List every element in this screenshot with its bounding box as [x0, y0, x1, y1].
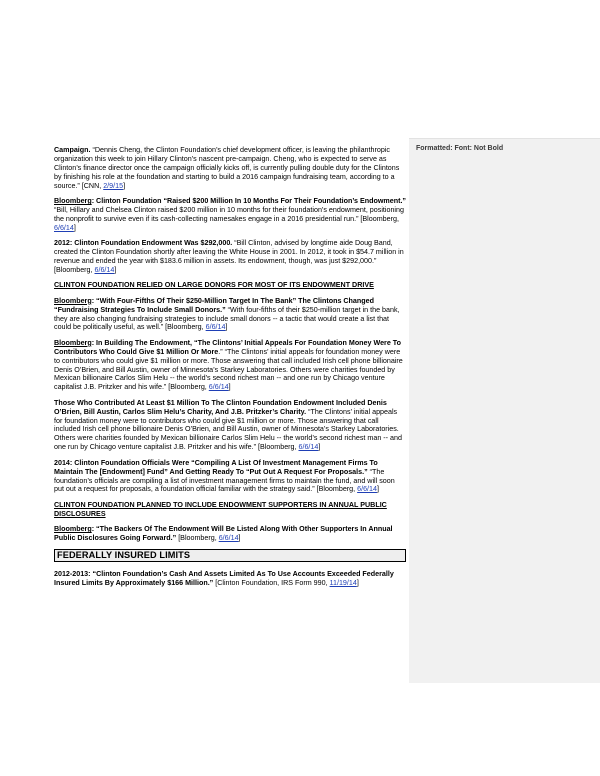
- citation-link[interactable]: 6/6/14: [357, 485, 377, 494]
- paragraph-text: [Bloomberg,: [176, 534, 219, 543]
- paragraph-source: Bloomberg: [54, 296, 92, 305]
- citation-link[interactable]: 2/9/15: [103, 181, 124, 190]
- paragraph-tail: ]: [228, 383, 231, 392]
- paragraph-lead: : “With Four-Fifths Of Their $250-Million Target In The Bank” The Clintons Changed “Fundraising Strategies To Include Small Donors.”: [54, 296, 374, 314]
- paragraph-tail: ]: [238, 534, 241, 543]
- paragraph-text: .” “The Clintons’ initial appeals for foundation money were to contributors who could give $1 million or more. Those answering that call included Irish cell phone billionaire Denis O’Brien, and Bill Austin, owner of Minnesota’s Starkey Laboratories. Others were charities founded by Mexican billionaire Carlos Slim Helu -- the world’s second richest man -- and one run by Chicago venture capitalist J.B. Pritzker and his wife.” [Bloomberg,: [54, 347, 403, 392]
- paragraph-lead: 2012: Clinton Foundation Endowment Was $292,000.: [54, 239, 233, 248]
- paragraph-lead: 2012-2013: “Clinton Foundation’s Cash And Assets Limited As To Use Accounts Exceeded Federally Insured Limits By Approximately $166 Million.”: [54, 570, 394, 588]
- section-title-federally-insured: FEDERALLY INSURED LIMITS: [54, 549, 406, 562]
- heading-annual-disclosures: CLINTON FOUNDATION PLANNED TO INCLUDE ENDOWMENT SUPPORTERS IN ANNUAL PUBLIC DISCLOSURES: [54, 500, 387, 518]
- paragraph-text: “The Clintons’ initial appeals for foundation money were to contributors who could give $1 million or more. Those answering that call included Irish cell phone billionaire Denis O’Brien, and Bill Austin, owner of Minnesota’s Starkey Laboratories. Others were charities founded by Mexican billionaire Carlos Slim Helu -- the world’s second richest man -- and one run by Chicago venture capitalist J.B. Pritzker and his wife.” [Bloomberg,: [54, 407, 402, 452]
- formatting-comment: Formatted: Font: Not Bold: [416, 145, 504, 152]
- paragraph-lead: Campaign.: [54, 146, 91, 154]
- citation-link[interactable]: 6/6/14: [205, 323, 226, 332]
- paragraph-tail: ]: [356, 579, 359, 588]
- paragraph-text: “Bill Clinton, advised by longtime aide Doug Band, created the Clinton Foundation shortly after leaving the White House in 2001. In 2012, it took in $54.7 million in revenue and ended the year with $183.6 million in assets. Its endowment, though, was just $292,000.” [Bloomberg,: [54, 239, 404, 274]
- paragraph-lead: 2014: Clinton Foundation Officials Were “Compiling A List Of Investment Management Firms To Maintain The [Endowment] Fund” And Getting Ready To “Put Out A Request For Proposals.”: [54, 458, 378, 476]
- paragraph-insured-limits: [54, 570, 406, 588]
- document-body: [54, 146, 406, 595]
- paragraph-text: “With four-fifths of their $250-million target in the bank, they are also changing fundraising strategies to include small donors -- a tactic that would create a list that could be politically useful, as well.” [Bloomberg,: [54, 305, 400, 332]
- paragraph-text: [Clinton Foundation, IRS Form 990,: [213, 579, 330, 588]
- paragraph-cheng: [54, 146, 406, 191]
- citation-link[interactable]: 6/6/14: [54, 223, 74, 232]
- citation-link[interactable]: 11/19/14: [329, 579, 357, 588]
- citation-link[interactable]: 6/6/14: [208, 383, 229, 392]
- paragraph-tail: ]: [73, 223, 76, 232]
- paragraph-backers-listed: [54, 525, 406, 543]
- paragraph-endowment-2012: [54, 239, 406, 275]
- paragraph-source: Bloomberg: [54, 525, 92, 534]
- paragraph-tail: ]: [318, 443, 321, 452]
- paragraph-text: “Dennis Cheng, the Clinton Foundation’s chief development officer, is leaving the philanthropic organization this week to join Hillary Clinton’s nascent pre-campaign. Cheng, who is expected to serve as Clinton’s finance director once the campaign officially kicks off, is currently pulling double duty for the Clintons by finishing his role at the foundation and starting to build a 2016 campaign fundraising team, according to a source.” [CNN,: [54, 146, 400, 190]
- paragraph-lead: Those Who Contributed At Least $1 Million To The Clinton Foundation Endowment Included Denis O’Brien, Bill Austin, Carlos Slim Helu’s Charity, And J.B. Pritzker’s Charity.: [54, 398, 387, 416]
- citation-link[interactable]: 6/6/14: [218, 534, 239, 543]
- paragraph-tail: ]: [376, 485, 379, 494]
- paragraph-tail: ]: [225, 323, 228, 332]
- paragraph-lead: : In Building The Endowment, “The Clintons’ Initial Appeals For Foundation Money Were To Contributors Who Could Give $1 Million Or More: [54, 338, 401, 356]
- paragraph-tail: ]: [123, 181, 126, 190]
- heading-large-donors: CLINTON FOUNDATION RELIED ON LARGE DONORS FOR MOST OF ITS ENDOWMENT DRIVE: [54, 281, 374, 290]
- paragraph-investment-firms: [54, 459, 406, 495]
- paragraph-lead: : “The Backers Of The Endowment Will Be Listed Along With Other Supporters In Annual Public Disclosures Going Forward.”: [54, 525, 393, 543]
- paragraph-text: “The foundation’s officials are compiling a list of investment management firms to maintain the fund, and will soon put out a request for proposals, a foundation official familiar with the strategy said.” [Bloomberg,: [54, 467, 395, 494]
- paragraph-text: “Bill, Hillary and Chelsea Clinton raised $200 million in 10 months for their foundation’s endowment, positioning the nonprofit to survive even if its cash-collecting namesakes engage in a 2016 presidential run.” [Bloomberg,: [54, 205, 404, 223]
- paragraph-endowment-raised: [54, 197, 406, 233]
- comment-pane: [409, 138, 600, 683]
- paragraph-lead: : Clinton Foundation “Raised $200 Million In 10 Months For Their Foundation’s Endowment.”: [91, 197, 407, 206]
- paragraph-source: Bloomberg: [54, 338, 92, 347]
- paragraph-initial-appeals: [54, 339, 406, 392]
- paragraph-source: Bloomberg: [54, 197, 92, 206]
- citation-link[interactable]: 6/6/14: [94, 265, 115, 274]
- paragraph-tail: ]: [114, 265, 117, 274]
- comment-pane-border: [409, 138, 600, 139]
- citation-link[interactable]: 6/6/14: [298, 443, 319, 452]
- paragraph-small-donors: [54, 297, 406, 333]
- paragraph-million-contributors: [54, 399, 406, 452]
